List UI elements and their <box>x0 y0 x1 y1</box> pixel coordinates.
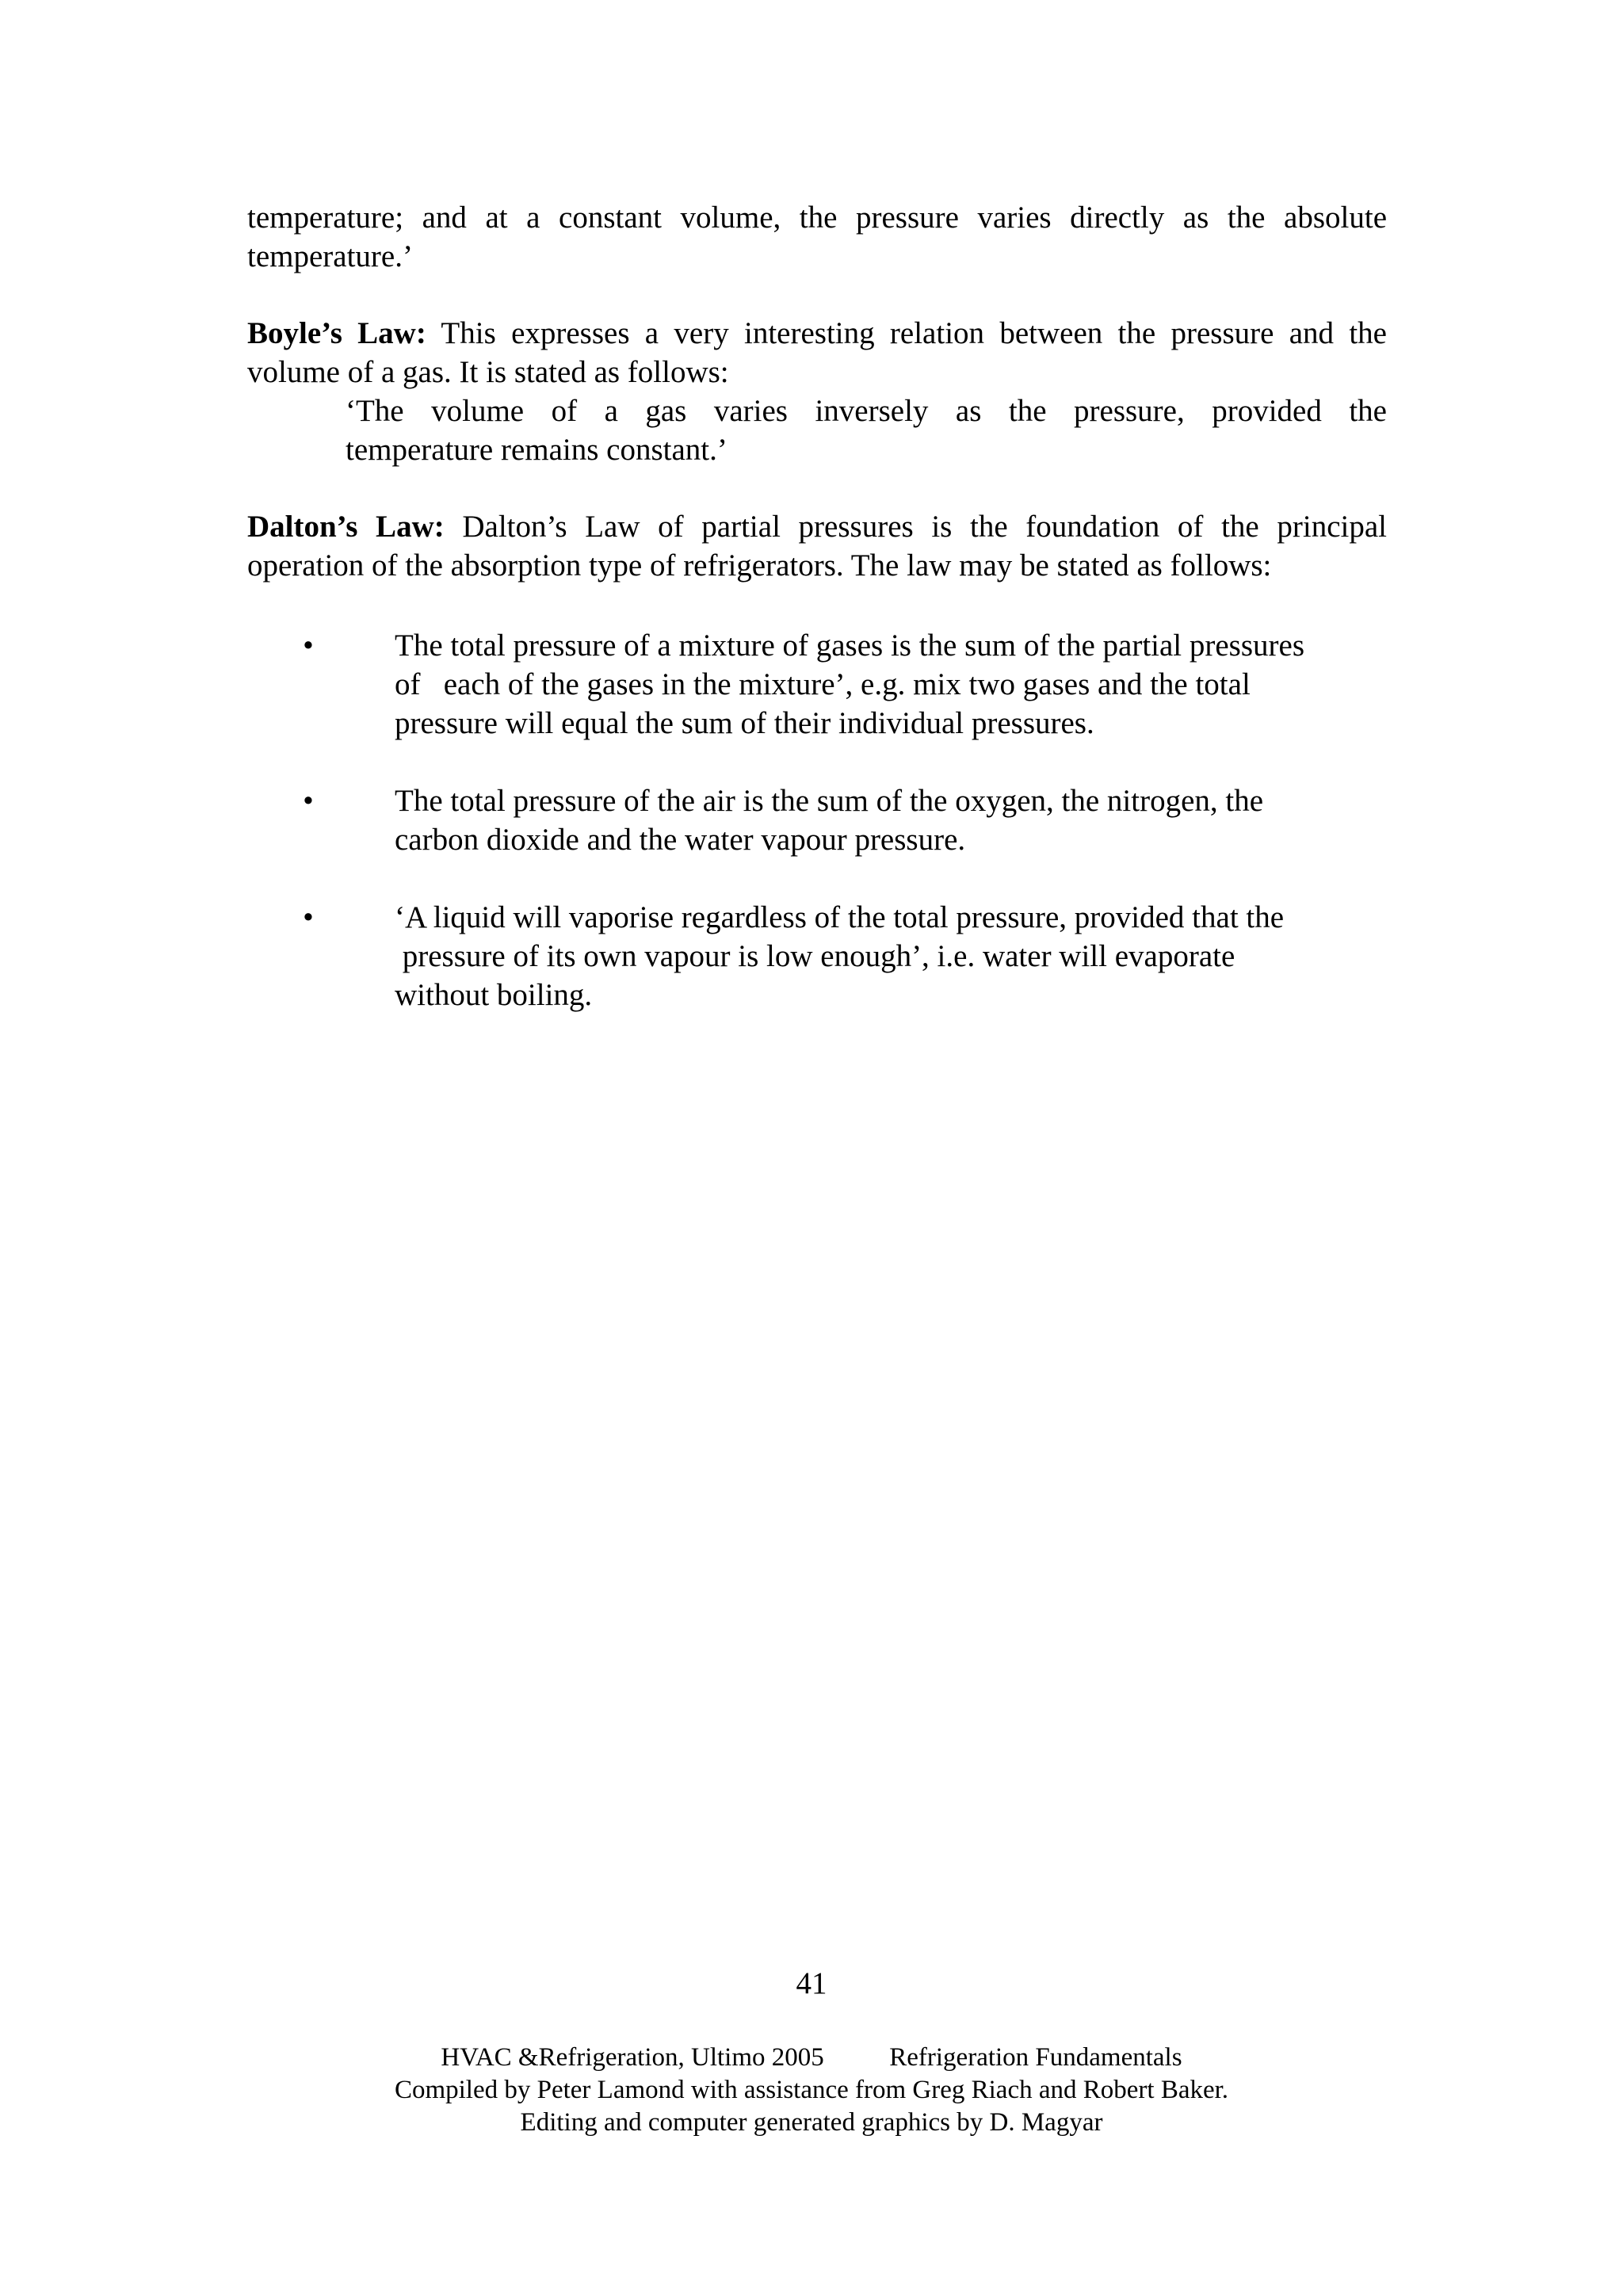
continuation-line-2: temperature.’ <box>247 239 413 273</box>
bullet-line: pressure of its own vapour is low enough’, i.e. water will evaporate <box>395 939 1235 973</box>
bullet-line: The total pressure of the air is the sum of the oxygen, the nitrogen, the <box>395 784 1264 818</box>
bullet-line: pressure will equal the sum of their individual pressures. <box>395 706 1094 740</box>
boyle-quote <box>346 392 1387 469</box>
continuation-line-1: temperature; and at a constant volume, the pressure varies directly as the absolute <box>247 201 1387 235</box>
footer-line-3: Editing and computer generated graphics by D. Magyar <box>520 2108 1103 2137</box>
boyle-intro: This expresses a very interesting relation between the pressure and the volume of a gas. It is stated as follows: <box>247 316 1387 389</box>
list-item <box>285 898 1387 1014</box>
continuation-paragraph <box>247 198 1387 276</box>
bullet-icon: • <box>303 900 314 934</box>
boyle-quote-line-1: ‘The volume of a gas varies inversely as the pressure, provided the <box>346 394 1387 428</box>
bullet-icon: • <box>303 784 314 818</box>
bullet-line: ‘A liquid will vaporise regardless of the total pressure, provided that the <box>395 900 1285 934</box>
dalton-bullet-list <box>285 626 1387 1053</box>
bullet-icon: • <box>303 628 314 663</box>
footer-line-2: Compiled by Peter Lamond with assistance from Greg Riach and Robert Baker. <box>394 2076 1229 2104</box>
boyle-heading: Boyle’s Law: <box>247 316 426 350</box>
bullet-text <box>395 626 1387 743</box>
dalton-heading: Dalton’s Law: <box>247 510 445 544</box>
bullet-text <box>395 898 1387 1014</box>
list-item <box>285 626 1387 743</box>
boyle-paragraph <box>247 314 1387 392</box>
list-item <box>285 781 1387 859</box>
page-footer <box>0 2042 1623 2139</box>
bullet-line: without boiling. <box>395 978 593 1012</box>
bullet-line: carbon dioxide and the water vapour pressure. <box>395 823 966 857</box>
dalton-intro: Dalton’s Law of partial pressures is the foundation of the principal operation of the absorption type of refrigerators. The law may be stated as follows: <box>247 510 1387 583</box>
boyle-quote-line-2: temperature remains constant.’ <box>346 433 727 467</box>
bullet-text <box>395 781 1387 859</box>
page-number: 41 <box>796 1966 827 2000</box>
dalton-paragraph <box>247 507 1387 585</box>
footer-line-1: HVAC &Refrigeration, Ultimo 2005 Refrigeration Fundamentals <box>441 2043 1182 2072</box>
bullet-line: The total pressure of a mixture of gases is the sum of the partial pressures <box>395 628 1305 663</box>
bullet-line: of each of the gases in the mixture’, e.g. mix two gases and the total <box>395 667 1251 701</box>
